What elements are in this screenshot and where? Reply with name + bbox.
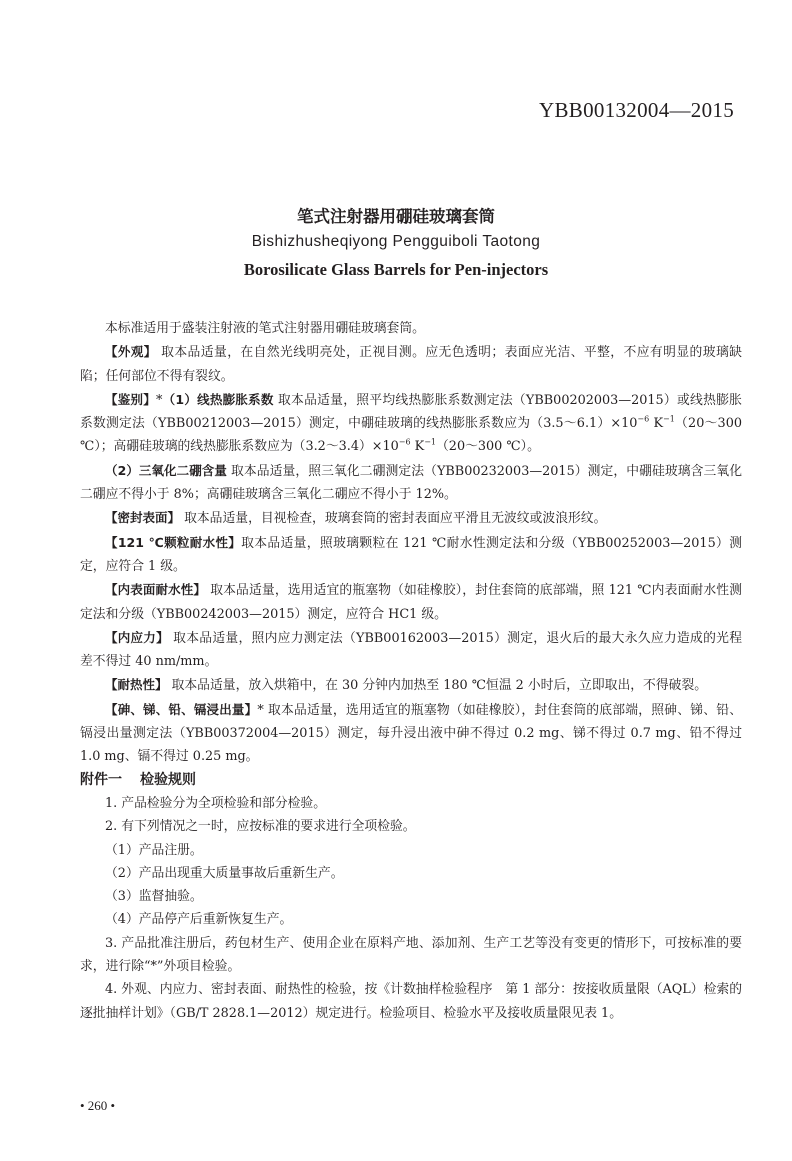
annex-heading-number: 附件一 bbox=[80, 771, 122, 788]
stress-paragraph bbox=[80, 626, 742, 674]
exponent: −6 bbox=[398, 438, 411, 448]
annex-item: （1）产品注册。 bbox=[105, 842, 203, 858]
identification-star: * bbox=[156, 392, 163, 408]
stress-text: 取本品适量，照内应力测定法（YBB00162003—2015）测定，退火后的最大永久应力造成的光程差不得过 40 nm/mm。 bbox=[80, 630, 742, 670]
thermal-expansion-label: （1）线热膨胀系数 bbox=[162, 391, 274, 407]
leach-text: 取本品适量，选用适宜的瓶塞物（如硅橡胶），封住套筒的底部端，照砷、锑、铅、镉浸出量测定法（YBB00372004—2015）测定，每升浸出液中砷不得过 0.2 mg、锑不得过 0.7 mg、铅不得过 1.0 mg、镉不得过 0.25 mg。 bbox=[80, 702, 742, 765]
heat-text: 取本品适量，放入烘箱中，在 30 分钟内加热至 180 ℃恒温 2 小时后，立即取出，不得破裂。 bbox=[167, 678, 708, 694]
leach-label: 【砷、锑、铅、镉浸出量】 bbox=[105, 701, 258, 717]
thermal-expansion-text-d: K bbox=[410, 439, 425, 455]
grain-resistance-label: 【121 ℃颗粒耐水性】 bbox=[105, 534, 242, 550]
scope-paragraph: 本标准适用于盛装注射液的笔式注射器用硼硅玻璃套筒。 bbox=[105, 321, 425, 336]
title-english: Borosilicate Glass Barrels for Pen-injectors bbox=[243, 260, 549, 279]
leach-star: * bbox=[257, 702, 264, 718]
exponent: −1 bbox=[424, 438, 436, 448]
inner-surface-paragraph bbox=[80, 578, 742, 626]
identification-label: 【鉴别】 bbox=[105, 391, 157, 407]
annex-item: 1. 产品检验分为全项检验和部分检验。 bbox=[105, 795, 327, 811]
seal-surface-label: 【密封表面】 bbox=[105, 510, 181, 526]
heat-label: 【耐热性】 bbox=[105, 677, 168, 693]
annex-item: 3. 产品批准注册后，药包材生产、使用企业在原料产地、添加剂、生产工艺等没有变更的情形下，可按标准的要求，进行除“*”外项目检验。 bbox=[80, 935, 742, 975]
heat-paragraph bbox=[80, 673, 742, 697]
appearance-paragraph bbox=[80, 340, 742, 388]
annex-item: 2. 有下列情况之一时，应按标准的要求进行全项检验。 bbox=[105, 819, 416, 835]
exponent: −1 bbox=[663, 414, 675, 424]
identification-paragraph bbox=[80, 388, 742, 459]
inner-surface-label: 【内表面耐水性】 bbox=[105, 582, 207, 598]
annex-heading bbox=[80, 769, 742, 792]
document-body bbox=[80, 317, 742, 1025]
thermal-expansion-text-e: （20～300 ℃）。 bbox=[436, 439, 540, 455]
annex-item: 4. 外观、内应力、密封表面、耐热性的检验，按《计数抽样检验程序 第 1 部分：按接收质量限（AQL）检索的逐批抽样计划》（GB/T 2828.1—2012）规定进行。检验项目、检验水平及接收质量限见表 1。 bbox=[80, 982, 742, 1021]
title-pinyin: Bishizhusheqiyong Pengguiboli Taotong bbox=[251, 233, 541, 250]
seal-surface-paragraph bbox=[80, 506, 742, 530]
thermal-expansion-text-a: 取本品适量，照平均线热膨胀系数测定法（YBB00202003—2015）或线热膨胀系数测定法（YBB00212003—2015）测定，中硼硅玻璃的线热膨胀系数应为（3.5～6.1）×10 bbox=[80, 392, 742, 432]
grain-resistance-text: 取本品适量，照玻璃颗粒在 121 ℃耐水性测定法和分级（YBB00252003—2015）测定，应符合 1 级。 bbox=[80, 535, 742, 574]
title-chinese: 笔式注射器用硼硅玻璃套筒 bbox=[297, 207, 495, 226]
stress-label: 【内应力】 bbox=[105, 629, 169, 645]
leach-paragraph bbox=[80, 698, 742, 769]
exponent: −6 bbox=[637, 414, 650, 424]
page-number: • 260 • bbox=[80, 1098, 116, 1113]
appearance-text: 取本品适量，在自然光线明亮处，正视目测。应无色透明；表面应光洁、平整，不应有明显的玻璃缺陷；任何部位不得有裂纹。 bbox=[80, 345, 742, 384]
annex-item: （3）监督抽验。 bbox=[105, 889, 203, 905]
thermal-expansion-text-b: K bbox=[649, 416, 664, 432]
boron-oxide-paragraph bbox=[80, 459, 742, 507]
seal-surface-text: 取本品适量，目视检查，玻璃套筒的密封表面应平滑且无波纹或波浪形纹。 bbox=[180, 511, 607, 527]
boron-oxide-text: 取本品适量，照三氧化二硼测定法（YBB00232003—2015）测定，中硼硅玻璃含三氧化二硼应不得小于 8%；高硼硅玻璃含三氧化二硼应不得小于 12%。 bbox=[80, 463, 742, 503]
annex-item: （4）产品停产后重新恢复生产。 bbox=[105, 912, 293, 928]
boron-oxide-label: （2）三氧化二硼含量 bbox=[105, 462, 227, 478]
appearance-label: 【外观】 bbox=[105, 344, 157, 360]
standard-code: YBB00132004—2015 bbox=[539, 98, 734, 122]
inner-surface-text: 取本品适量，选用适宜的瓶塞物（如硅橡胶），封住套筒的底部端，照 121 ℃内表面耐水性测定法和分级（YBB00242003—2015）测定，应符合 HC1 级。 bbox=[80, 583, 742, 622]
grain-resistance-paragraph bbox=[80, 531, 742, 579]
thermal-expansion-text-c: （20～300 ℃）；高硼硅玻璃的线热膨胀系数应为（3.2～3.4）×10 bbox=[80, 416, 742, 455]
annex-item: （2）产品出现重大质量事故后重新生产。 bbox=[105, 865, 344, 881]
annex-heading-title: 检验规则 bbox=[140, 771, 196, 788]
